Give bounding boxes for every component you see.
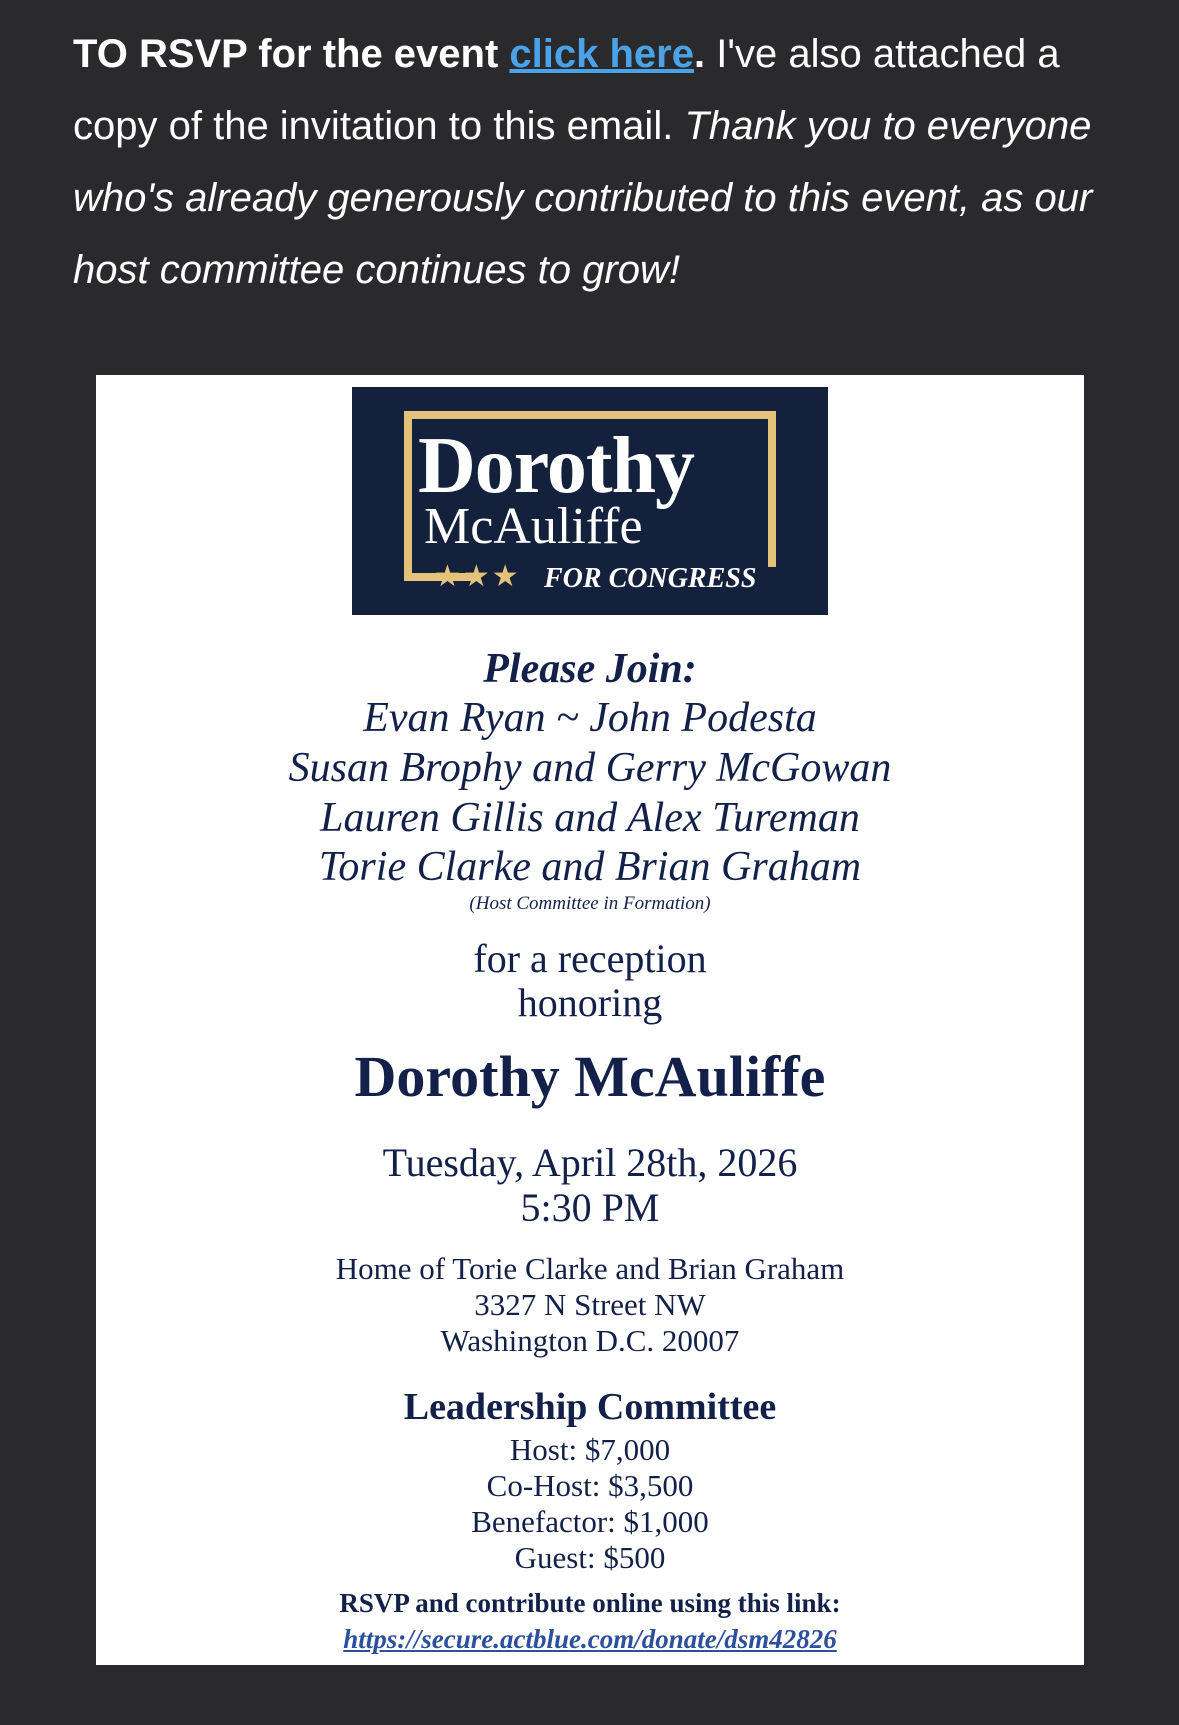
rsvp-click-here-link[interactable]: click here bbox=[509, 32, 694, 76]
address-line: 3327 N Street NW bbox=[474, 1287, 706, 1322]
contribution-level: Host: $7,000 bbox=[509, 1432, 671, 1467]
contribution-level: Guest: $500 bbox=[514, 1540, 666, 1575]
thanks-text: Thank you to everyone who's already generously contributed to this event, as our host committee continues to grow! bbox=[73, 104, 1093, 292]
address-line: Home of Torie Clarke and Brian Graham bbox=[335, 1251, 845, 1286]
reception-line: for a reception bbox=[473, 936, 707, 981]
leadership-committee-title: Leadership Committee bbox=[403, 1386, 777, 1428]
host-line: Lauren Gillis and Alex Tureman bbox=[320, 795, 860, 841]
address-line: Washington D.C. 20007 bbox=[440, 1323, 740, 1358]
logo-last-name: McAuliffe bbox=[424, 498, 643, 555]
logo-stars-icon: ★★★ bbox=[434, 560, 521, 593]
donation-url: https://secure.actblue.com/donate/dsm42826 bbox=[343, 1624, 837, 1654]
honoree-name: Dorothy McAuliffe bbox=[354, 1044, 826, 1109]
email-body-text bbox=[73, 18, 1133, 306]
host-line: Torie Clarke and Brian Graham bbox=[318, 844, 862, 890]
host-line: Susan Brophy and Gerry McGowan bbox=[288, 745, 892, 791]
campaign-logo bbox=[352, 387, 828, 615]
host-line: Evan Ryan ~ John Podesta bbox=[363, 695, 817, 741]
attached-text: I've also attached a copy of the invitation to this email. bbox=[73, 32, 1060, 148]
reception-line: honoring bbox=[517, 980, 663, 1025]
invitation-image bbox=[96, 375, 1084, 1665]
rsvp-lead-text: TO RSVP for the event bbox=[73, 32, 499, 76]
contribution-level: Co-Host: $3,500 bbox=[486, 1468, 694, 1503]
contribution-level: Benefactor: $1,000 bbox=[471, 1504, 709, 1539]
event-date: Tuesday, April 28th, 2026 bbox=[382, 1140, 798, 1185]
host-committee-note: (Host Committee in Formation) bbox=[469, 893, 711, 914]
rsvp-instruction: RSVP and contribute online using this link: bbox=[339, 1588, 841, 1618]
period-text: . bbox=[694, 32, 706, 76]
logo-tagline: FOR CONGRESS bbox=[544, 563, 757, 594]
event-time: 5:30 PM bbox=[520, 1185, 660, 1230]
logo-first-name: Dorothy bbox=[418, 422, 694, 510]
please-join-heading: Please Join: bbox=[483, 646, 697, 692]
